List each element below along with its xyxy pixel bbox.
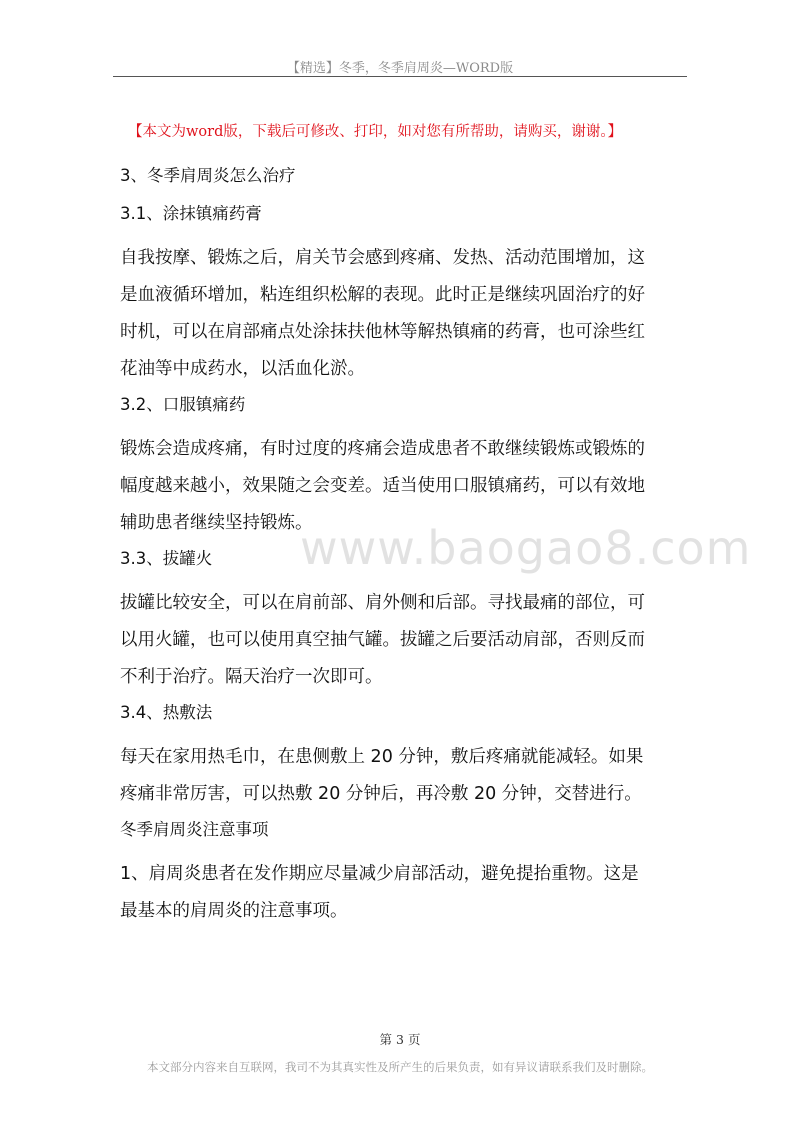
paragraph-line: 锻炼会造成疼痛，有时过度的疼痛会造成患者不敢继续锻炼或锻炼的	[120, 439, 645, 459]
download-notice: 【本文为word版，下载后可修改、打印，如对您有所帮助，请购买，谢谢。】	[128, 124, 623, 140]
paragraph-line: 每天在家用热毛巾，在患侧敷上 20 分钟，敷后疼痛就能减轻。如果	[120, 747, 644, 767]
paragraph-line: 花油等中成药水，以活血化淤。	[120, 359, 365, 379]
subsection-heading-cupping: 3.3、拔罐火	[120, 549, 213, 568]
paragraph-cupping	[120, 585, 690, 696]
paragraph-oral-medicine	[120, 431, 690, 542]
paragraph-line: 拔罐比较安全，可以在肩前部、肩外侧和后部。寻找最痛的部位，可	[120, 593, 645, 613]
footer-disclaimer: 本文部分内容来自互联网，我司不为其真实性及所产生的后果负责，如有异议请联系我们及时删除。	[147, 1060, 653, 1074]
subsection-heading-oral-medicine: 3.2、口服镇痛药	[120, 395, 246, 414]
subsection-heading-ointment: 3.1、涂抹镇痛药膏	[120, 204, 262, 223]
paragraph-line: 幅度越来越小，效果随之会变差。适当使用口服镇痛药，可以有效地	[120, 476, 645, 496]
page-number: 第 3 页	[379, 1032, 421, 1047]
paragraph-precaution-1	[120, 856, 690, 930]
paragraph-line: 疼痛非常厉害，可以热敷 20 分钟后，再冷敷 20 分钟，交替进行。	[120, 784, 642, 804]
paragraph-ointment	[120, 240, 690, 388]
subsection-heading-hot-compress: 3.4、热敷法	[120, 703, 213, 722]
paragraph-line: 1、肩周炎患者在发作期应尽量减少肩部活动，避免提抬重物。这是	[120, 864, 639, 884]
section-heading-precautions: 冬季肩周炎注意事项	[120, 820, 269, 839]
paragraph-line: 以用火罐，也可以使用真空抽气罐。拔罐之后要活动肩部，否则反而	[120, 630, 645, 650]
page-header-title: 【精选】冬季，冬季肩周炎—WORD版	[286, 61, 514, 76]
paragraph-line: 最基本的肩周炎的注意事项。	[120, 901, 348, 921]
paragraph-hot-compress	[120, 739, 690, 813]
section-heading-treatment: 3、冬季肩周炎怎么治疗	[120, 166, 296, 185]
paragraph-line: 自我按摩、锻炼之后，肩关节会感到疼痛、发热、活动范围增加，这	[120, 248, 645, 268]
site-watermark: www.baogao8.com	[300, 521, 752, 575]
document-body	[120, 164, 690, 935]
header-divider	[113, 76, 687, 77]
paragraph-line: 时机，可以在肩部痛点处涂抹扶他林等解热镇痛的药膏，也可涂些红	[120, 322, 645, 342]
paragraph-line: 辅助患者继续坚持锻炼。	[120, 513, 313, 533]
paragraph-line: 不利于治疗。隔天治疗一次即可。	[120, 667, 383, 687]
paragraph-line: 是血液循环增加，粘连组织松解的表现。此时正是继续巩固治疗的好	[120, 285, 645, 305]
